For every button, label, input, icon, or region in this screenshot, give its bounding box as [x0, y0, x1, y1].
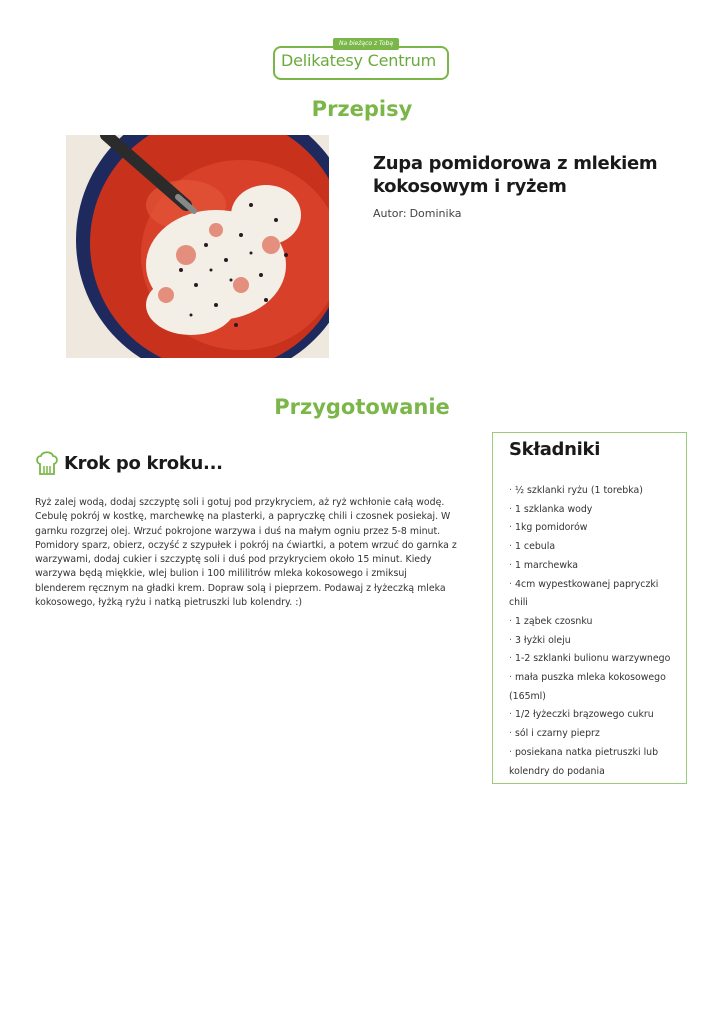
ingredients-list — [509, 482, 679, 781]
author-label: Autor: — [373, 207, 407, 220]
logo — [273, 38, 449, 80]
recipe-photo — [66, 135, 329, 358]
logo-name: Delikatesy Centrum — [281, 51, 436, 70]
list-item: · 1 szklanka wody — [509, 503, 593, 515]
list-item: · 1/2 łyżeczki brązowego cukru — [509, 709, 654, 721]
section-title-preparation: Przygotowanie — [274, 395, 450, 419]
list-item: · 1 ząbek czosnku — [509, 615, 593, 627]
ingredients-box — [492, 432, 687, 784]
recipe-title: Zupa pomidorowa z mlekiem kokosowym i ryżem — [373, 153, 658, 197]
list-item: · mała puszka mleka kokosowego (165ml) — [509, 672, 666, 702]
author-name: Dominika — [409, 207, 462, 220]
list-item: · 3 łyżki oleju — [509, 634, 571, 646]
recipe-author — [373, 207, 462, 220]
chef-hat-icon — [36, 450, 58, 476]
ingredients-title: Składniki — [509, 439, 601, 460]
list-item: · posiekana natka pietruszki lub kolendry do podania — [509, 746, 659, 777]
list-item: · ½ szklanki ryżu (1 torebka) — [509, 485, 643, 496]
section-title-recipes: Przepisy — [311, 97, 413, 121]
soup-image — [66, 135, 329, 358]
list-item: · 1kg pomidorów — [509, 522, 588, 534]
list-item: · 1 cebula — [509, 541, 556, 553]
list-item: · 1-2 szklanki bulionu warzywnego — [509, 653, 671, 665]
list-item: · 1 marchewka — [509, 559, 578, 571]
steps-text: Ryż zalej wodą, dodaj szczyptę soli i gotuj pod przykryciem, aż ryż wchłonie całą wodę. Cebulę pokrój w kostkę, marchewkę na plasterki, a papryczkę chili i czosnek posiekaj. W garnku rozgrzej olej. Wrzuć pokrojone warzywa i duś na małym ogniu przez 5-8 minut. Pomidory sparz, obierz, oczyść z szypułek i pokrój na ćwiartki, a potem wrzuć do garnka z warzywami, dodaj cukier i szczyptę soli i duś pod przykryciem około 15 minut. Kiedy warzywa będą miękkie, wlej bulion i 100 mililitrów mleka kokosowego i zmiksuj blenderem ręcznym na gładki krem. Dopraw solą i pieprzem. Podawaj z łyżeczką mleka kokosowego, łyżką ryżu i natką pietruszki lub kolendry. :) — [35, 497, 457, 609]
steps-title: Krok po kroku... — [64, 452, 223, 474]
steps-header — [36, 448, 223, 478]
list-item: · 4cm wypestkowanej papryczki chili — [509, 578, 659, 609]
list-item: · sól i czarny pieprz — [509, 728, 600, 740]
logo-tagline: Na bieżąco z Tobą — [333, 38, 399, 50]
